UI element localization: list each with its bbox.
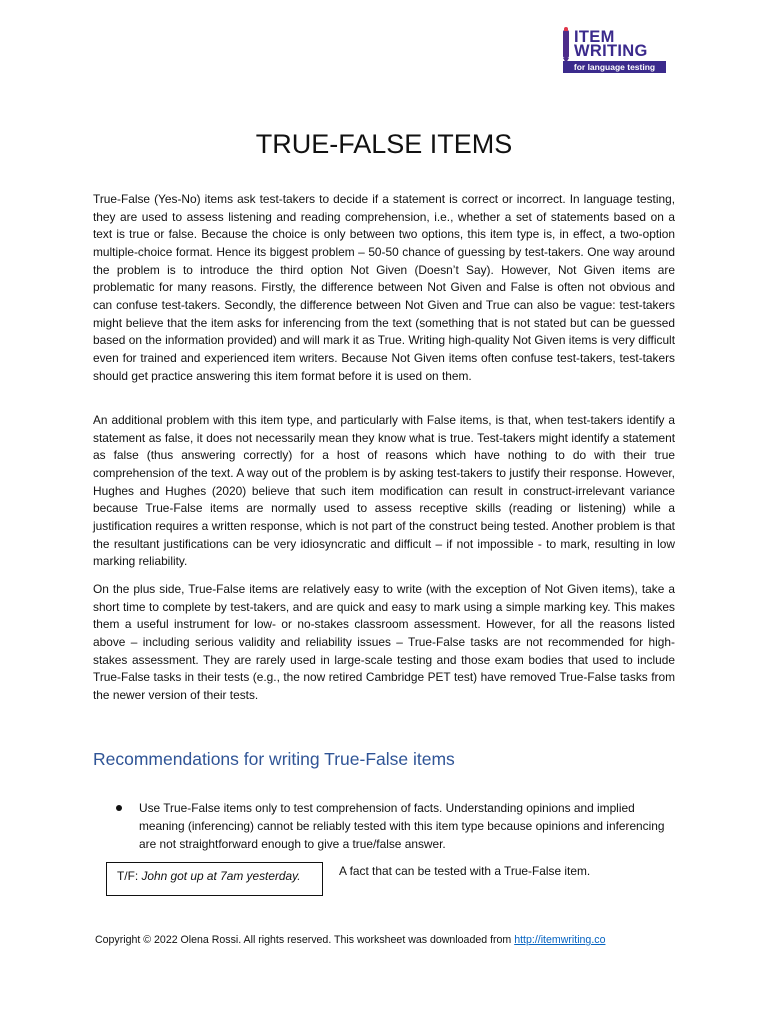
list-item-text: Use True-False items only to test comprehension of facts. Understanding opinions and implied meaning (inferencing) cannot be reliably tested with this item type because opinions and inferencing are not straightforward enough to give a true/false answer.	[139, 801, 665, 851]
footer-copyright: Copyright © 2022 Olena Rossi. All rights reserved. This worksheet was downloaded from	[95, 934, 515, 946]
page-title: TRUE-FALSE ITEMS	[255, 129, 513, 159]
paragraph-plus-side: On the plus side, True-False items are relatively easy to write (with the exception of Not Given items), take a short time to complete by test-takers, and are quick and easy to mark using a simple marking key. This makes them a useful instrument for low- or no-stakes classroom assessment. However, for all the reasons listed above – including serious validity and reliability issues – True-False tasks are not recommended for high-stakes assessment. They are rarely used in large-scale testing and those exam bodies that used to include True-False tasks in their tests (e.g., the now retired Cambridge PET test) have removed True-False tasks from the newer version of their tests.	[93, 582, 675, 702]
pencil-icon	[563, 30, 569, 58]
list-item	[114, 799, 676, 853]
logo-text-writing: WRITING	[574, 42, 648, 60]
footer-link[interactable]: http://itemwriting.co	[514, 934, 606, 946]
footer	[95, 932, 605, 948]
bullet-icon	[116, 805, 122, 811]
item-writing-logo	[563, 28, 667, 74]
logo-tagline: for language testing	[563, 61, 666, 73]
example-box	[106, 862, 323, 896]
recommendations-heading: Recommendations for writing True-False items	[93, 749, 455, 769]
example-caption: A fact that can be tested with a True-False item.	[339, 864, 591, 878]
paragraph-problems: An additional problem with this item type, and particularly with False items, is that, when test-takers identify a statement as false, it does not necessarily mean they know what is true. Test-takers might identify a statement as false (thus answering correctly) for a host of reasons which have nothing to do with their true comprehension of the text. A way out of the problem is by asking test-takers to justify their response. However, Hughes and Hughes (2020) believe that such item modification can result in construct-irrelevant variance because True-False items are normally used to assess receptive skills (reading or listening) while a justification requires a written response, which is not part of the construct being tested. Another problem is that the resultant justifications can be very idiosyncratic and difficult – if not impossible - to mark, resulting in low marking reliability.	[93, 413, 675, 569]
logo-text-item: ITEM	[574, 28, 615, 46]
paragraph-intro: True-False (Yes-No) items ask test-takers to decide if a statement is correct or incorrect. In language testing, they are used to assess listening and reading comprehension, i.e., whether a set of statements based on a text is true or false. Because the choice is only between two options, this item type is, in effect, a two-option multiple-choice format. Hence its biggest problem – 50-50 chance of guessing by test-takers. One way around the problem is to introduce the third option Not Given (Doesn’t Say). However, Not Given items are problematic for many reasons. Firstly, the difference between Not Given and False is often not obvious and can confuse test-takers. Secondly, the difference between Not Given and True can also be vague: test-takers might believe that the item asks for inferencing from the text (something that is not stated but can be guessed based on the information provided) and will mark it as True. Writing high-quality Not Given items is very difficult even for trained and experienced item writers. Because Not Given items often confuse test-takers, test-takers should get practice answering this item format before it is used on them.	[93, 192, 675, 383]
example-statement: John got up at 7am yesterday.	[141, 869, 301, 883]
example-prefix: T/F:	[117, 869, 142, 883]
recommendations-list	[114, 799, 676, 853]
